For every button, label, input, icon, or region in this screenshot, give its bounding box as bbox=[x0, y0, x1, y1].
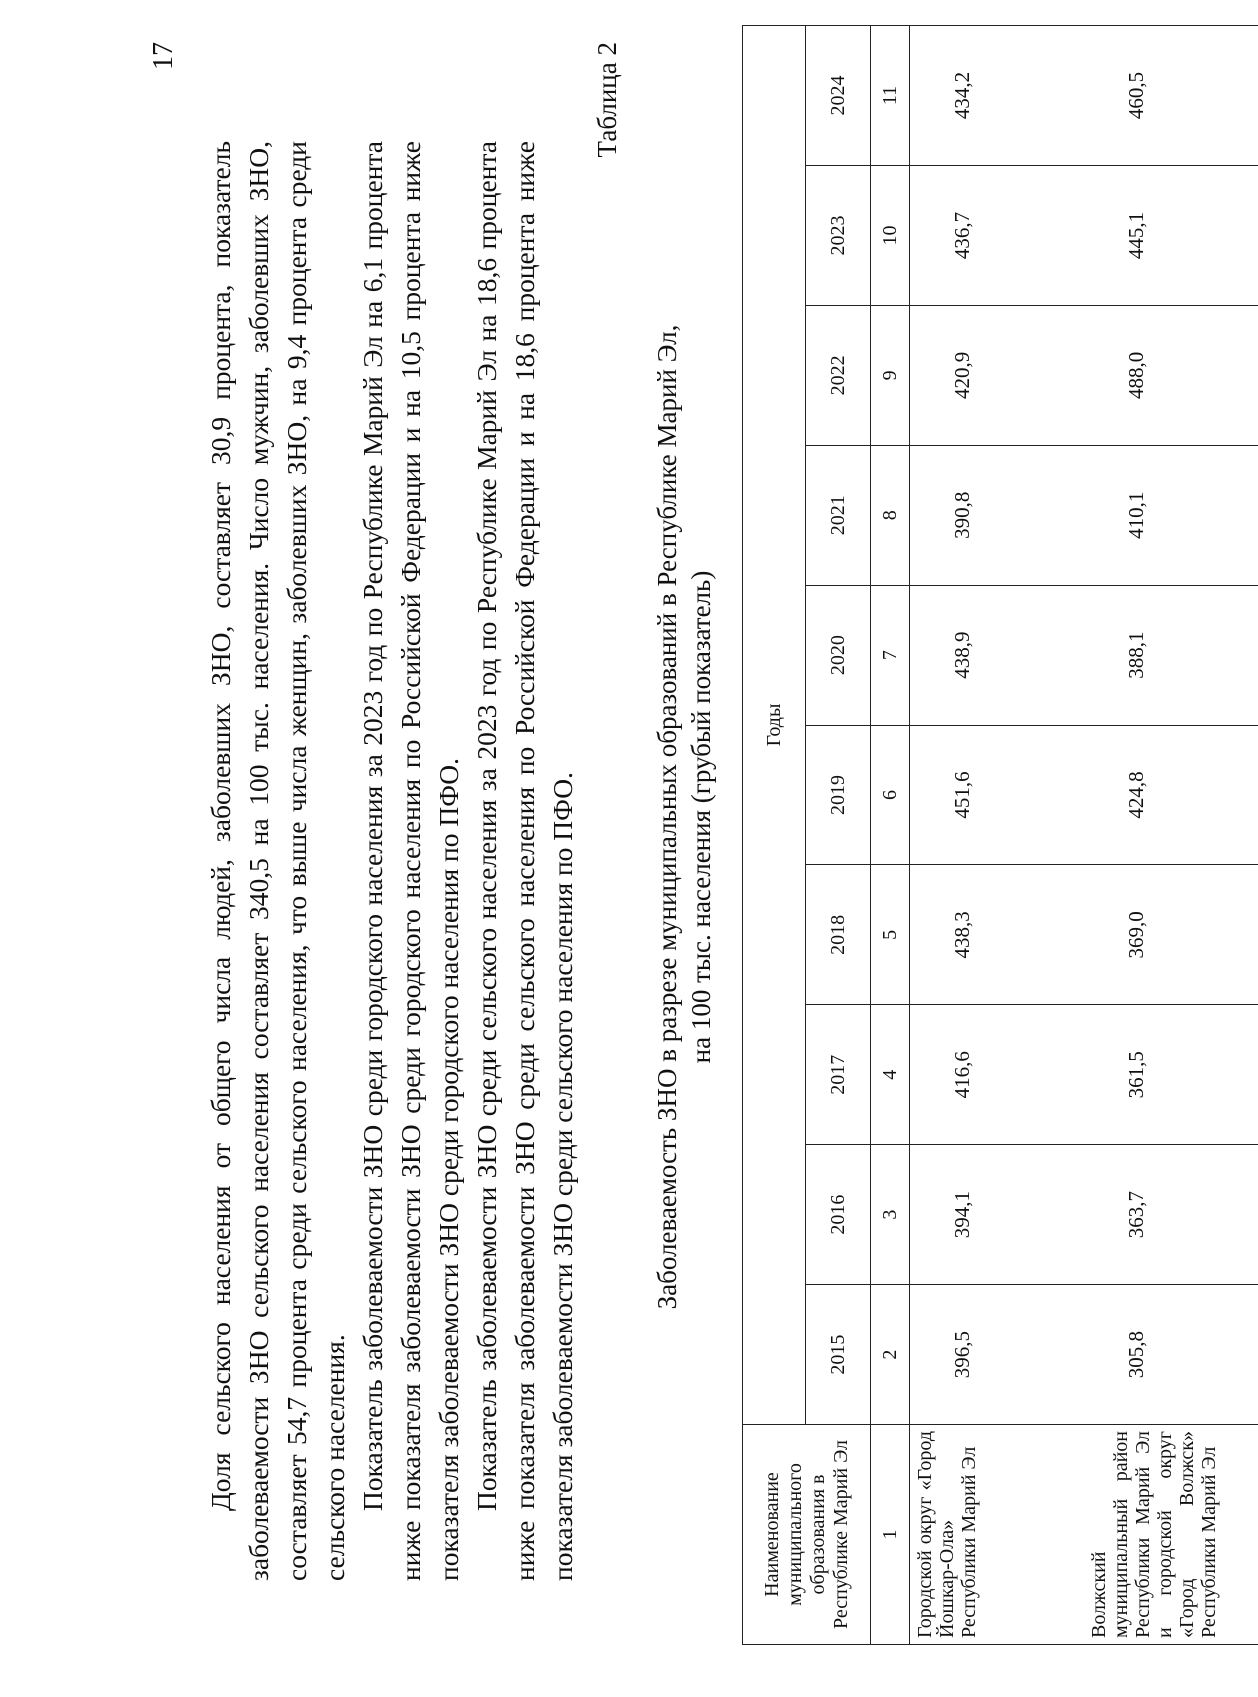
table-cell: 438,3 bbox=[910, 865, 1085, 1005]
table-row bbox=[1084, 26, 1258, 1645]
column-number: 2 bbox=[871, 1285, 910, 1425]
table-title bbox=[650, 97, 718, 1537]
table-cell: 434,2 bbox=[910, 26, 1085, 166]
name-column-header: Наименование муниципального образования в Республике Марий Эл bbox=[743, 1425, 871, 1645]
table-cell: 445,1 bbox=[1084, 165, 1258, 305]
table-cell: 363,7 bbox=[1084, 1145, 1258, 1285]
table-cell: 388,1 bbox=[1084, 585, 1258, 725]
column-number: 11 bbox=[871, 26, 910, 166]
municipality-name: Городской округ «Город Йошкар-Ола» Республики Марий Эл bbox=[910, 1425, 1085, 1645]
year-header: 2022 bbox=[806, 305, 871, 445]
year-header: 2023 bbox=[806, 165, 871, 305]
table-title-line: Заболеваемость ЗНО в разрезе муниципальных образований в Республике Марий Эл, bbox=[652, 324, 682, 1310]
table-cell: 369,0 bbox=[1084, 865, 1258, 1005]
column-number: 8 bbox=[871, 445, 910, 585]
table-label: Таблица 2 bbox=[592, 42, 622, 158]
table-cell: 420,9 bbox=[910, 305, 1085, 445]
table-title-line: на 100 тыс. населения (грубый показатель) bbox=[686, 570, 716, 1064]
column-number: 9 bbox=[871, 305, 910, 445]
year-header: 2019 bbox=[806, 725, 871, 865]
column-number: 6 bbox=[871, 725, 910, 865]
table-cell: 410,1 bbox=[1084, 445, 1258, 585]
year-header: 2020 bbox=[806, 585, 871, 725]
year-header: 2021 bbox=[806, 445, 871, 585]
incidence-table bbox=[742, 25, 1258, 1645]
table-row bbox=[910, 26, 1085, 1645]
table-cell: 424,8 bbox=[1084, 725, 1258, 865]
year-header: 2024 bbox=[806, 26, 871, 166]
paragraph: Доля сельского населения от общего числа людей, заболевших ЗНО, составляет 30,9 процента, показатель заболеваемости ЗНО сельского населения составляет 340,5 на 100 тыс. населения. Число мужчин, заболевших ЗНО, составляет 54,7 процента среди сельского населения, что выше числа женщин, заболевших ЗНО, на 9,4 процента среди сельского населения. bbox=[205, 141, 350, 1581]
table-cell: 305,8 bbox=[1084, 1285, 1258, 1425]
page-number: 17 bbox=[148, 42, 179, 70]
column-number: 1 bbox=[871, 1425, 910, 1645]
year-header: 2015 bbox=[806, 1285, 871, 1425]
years-header: Годы bbox=[743, 26, 806, 1425]
year-header: 2016 bbox=[806, 1145, 871, 1285]
municipality-name: Волжский муниципальный район Республики Марий Эл и городской округ «Город Волжск» Республики Марий Эл bbox=[1084, 1425, 1258, 1645]
table-cell: 460,5 bbox=[1084, 26, 1258, 166]
year-header: 2018 bbox=[806, 865, 871, 1005]
column-number: 7 bbox=[871, 585, 910, 725]
paragraph: Показатель заболеваемости ЗНО среди сельского населения за 2023 год по Республике Марий Эл на 18,6 процента ниже показателя заболеваемости ЗНО среди сельского населения по Российской Федерации и на 18,6 процента ниже показателя заболеваемости ЗНО среди сельского населения по ПФО. bbox=[471, 141, 578, 1581]
table-cell: 451,6 bbox=[910, 725, 1085, 865]
table-cell: 394,1 bbox=[910, 1145, 1085, 1285]
column-number: 3 bbox=[871, 1145, 910, 1285]
table-cell: 438,9 bbox=[910, 585, 1085, 725]
table-cell: 488,0 bbox=[1084, 305, 1258, 445]
column-number: 10 bbox=[871, 165, 910, 305]
column-number: 4 bbox=[871, 1005, 910, 1145]
paragraph: Показатель заболеваемости ЗНО среди городского населения за 2023 год по Республике Марий Эл на 6,1 процента ниже показателя заболеваемости ЗНО среди городского населения по Российской Федерации и на 10,5 процента ниже показателя заболеваемости ЗНО среди городского населения по ПФО. bbox=[357, 141, 464, 1581]
table-cell: 390,8 bbox=[910, 445, 1085, 585]
table-cell: 416,6 bbox=[910, 1005, 1085, 1145]
year-header: 2017 bbox=[806, 1005, 871, 1145]
body-text bbox=[202, 141, 582, 1581]
table-cell: 436,7 bbox=[910, 165, 1085, 305]
table-cell: 396,5 bbox=[910, 1285, 1085, 1425]
column-number: 5 bbox=[871, 865, 910, 1005]
table-cell: 361,5 bbox=[1084, 1005, 1258, 1145]
